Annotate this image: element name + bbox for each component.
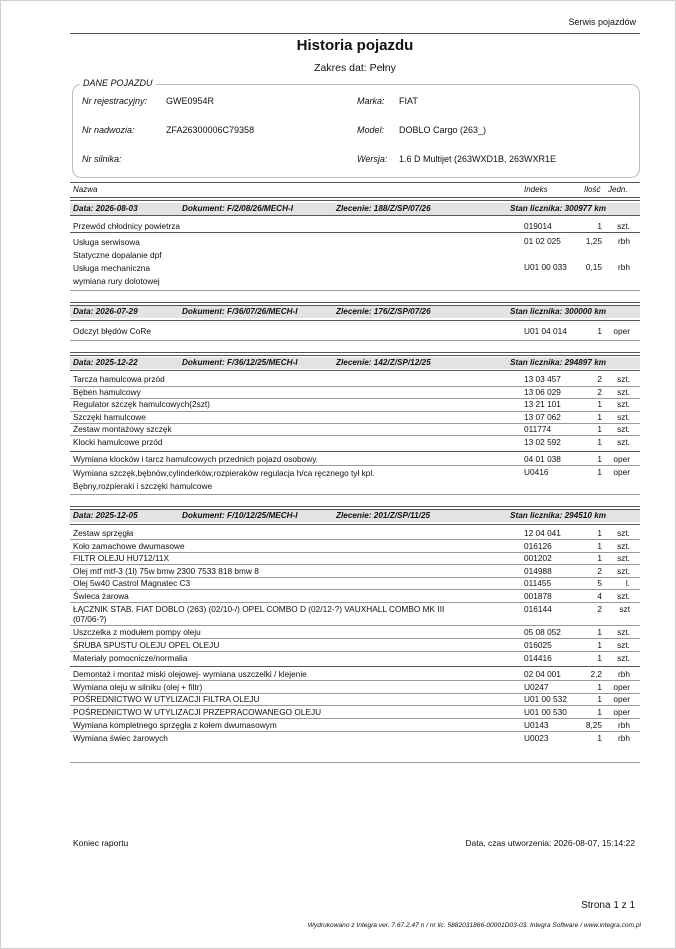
order-header bbox=[70, 306, 640, 318]
item-name: Wymiana klocków i tarcz hamulcowych przednich pojazd osobowy. bbox=[73, 454, 319, 464]
item-index: U01 04 014 bbox=[524, 326, 567, 336]
row-divider bbox=[70, 638, 640, 639]
version-value: 1.6 D Multijet (263WXD1B, 263WXR1E bbox=[399, 154, 557, 164]
item-unit: oper bbox=[613, 467, 630, 477]
company-name: Serwis pojazdów bbox=[568, 17, 636, 27]
item-index: U01 00 530 bbox=[524, 707, 567, 717]
item-name: Usługa mechaniczna wymiana rury dolotowej bbox=[73, 263, 160, 286]
item-index: 016025 bbox=[524, 640, 552, 650]
item-unit: szt. bbox=[617, 640, 630, 650]
top-divider bbox=[70, 33, 640, 34]
item-index: 05 08 052 bbox=[524, 627, 561, 637]
item-unit: szt. bbox=[617, 424, 630, 434]
item-unit: szt. bbox=[617, 566, 630, 576]
group-divider bbox=[70, 451, 640, 452]
item-index: 016144 bbox=[524, 604, 552, 614]
item-qty: 0,15 bbox=[585, 262, 602, 272]
row-divider bbox=[70, 680, 640, 681]
item-unit: szt. bbox=[617, 221, 630, 231]
item-qty: 2 bbox=[597, 374, 602, 384]
item-qty: 1 bbox=[597, 326, 602, 336]
item-index: U0247 bbox=[524, 682, 549, 692]
item-index: U0143 bbox=[524, 720, 549, 730]
item-unit: szt. bbox=[617, 591, 630, 601]
item-unit: szt. bbox=[617, 437, 630, 447]
item-qty: 1 bbox=[597, 682, 602, 692]
item-unit: rbh bbox=[618, 669, 630, 679]
item-name: Olej 5w40 Castrol Magnatec C3 bbox=[73, 578, 191, 588]
printed-by-note: Wydrukowano z Integra ver. 7.67.2.47 n / nr lic. 5882031866-00001D03-03. Integra Software / www.integra.com.pl bbox=[307, 922, 641, 929]
order-document: Dokument: F/10/12/25/MECH-I bbox=[182, 511, 298, 520]
header-underline bbox=[70, 524, 640, 525]
item-qty: 8,25 bbox=[585, 720, 602, 730]
item-qty: 2 bbox=[597, 387, 602, 397]
order-date: Data: 2025-12-05 bbox=[73, 511, 138, 520]
row-divider bbox=[70, 705, 640, 706]
order-date: Data: 2025-12-22 bbox=[73, 358, 138, 367]
item-unit: szt. bbox=[617, 653, 630, 663]
item-index: 001202 bbox=[524, 553, 552, 563]
row-divider bbox=[70, 539, 640, 540]
model-value: DOBLO Cargo (263_) bbox=[399, 125, 487, 135]
make-value: FIAT bbox=[399, 96, 418, 106]
item-qty: 1 bbox=[597, 454, 602, 464]
item-name: Regulator szczęk hamulcowych(2szt) bbox=[73, 399, 210, 409]
item-qty: 1 bbox=[597, 694, 602, 704]
item-unit: oper bbox=[613, 682, 630, 692]
item-name: Demontaż i montaż miski olejowej- wymiana uszczelki / klejenie bbox=[73, 669, 307, 679]
item-name: Wymiana kompletnego sprzęgła z kołem dwumasowym bbox=[73, 720, 277, 730]
item-index: 12 04 041 bbox=[524, 528, 561, 538]
section-divider bbox=[70, 352, 640, 356]
vehicle-data-legend: DANE POJAZDU bbox=[80, 78, 156, 88]
item-index: 13 02 592 bbox=[524, 437, 561, 447]
order-number: Zlecenie: 201/Z/SP/11/25 bbox=[336, 511, 431, 520]
item-index: U0416 bbox=[524, 467, 549, 477]
item-name: Wymiana oleju w silniku (olej + filtr) bbox=[73, 682, 203, 692]
row-divider bbox=[70, 625, 640, 626]
header-underline bbox=[70, 320, 640, 321]
item-name: Wymiana szczęk,bębnów,cylinderków,rozpieraków regulacja h/ca ręcznego tył kpl. Bębny,rozpieraki i szczęki hamulcowe bbox=[73, 468, 375, 491]
order-date: Data: 2026-08-03 bbox=[73, 204, 138, 213]
order-document: Dokument: F/36/07/26/MECH-I bbox=[182, 307, 298, 316]
item-name: Świeca żarowa bbox=[73, 591, 129, 601]
item-index: U0023 bbox=[524, 733, 549, 743]
item-unit: rbh bbox=[618, 236, 630, 246]
item-index: 016126 bbox=[524, 541, 552, 551]
order-odometer: Stan licznika: 294510 km bbox=[510, 511, 607, 520]
item-name: Przewód chłodnicy powietrza bbox=[73, 221, 180, 231]
item-name: Bęben hamulcowy bbox=[73, 387, 141, 397]
item-qty: 1 bbox=[597, 528, 602, 538]
item-unit: oper bbox=[613, 454, 630, 464]
item-unit: szt. bbox=[617, 528, 630, 538]
order-header bbox=[70, 357, 640, 369]
order-odometer: Stan licznika: 300000 km bbox=[510, 307, 607, 316]
item-index: 014416 bbox=[524, 653, 552, 663]
order-header bbox=[70, 510, 640, 522]
item-index: 13 07 062 bbox=[524, 412, 561, 422]
item-qty: 1 bbox=[597, 640, 602, 650]
section-end-line bbox=[70, 762, 640, 763]
item-name: Odczyt błędów CoRe bbox=[73, 326, 151, 336]
col-index-header: Indeks bbox=[524, 185, 548, 194]
item-index: U01 00 033 bbox=[524, 262, 567, 272]
section-divider bbox=[70, 197, 640, 201]
item-name: Usługa serwisowa Statyczne dopalanie dpf bbox=[73, 237, 162, 260]
item-unit: szt. bbox=[617, 541, 630, 551]
item-index: 13 03 457 bbox=[524, 374, 561, 384]
item-name: ŁĄCZNIK STAB. FIAT DOBLO (263) (02/10-/) OPEL COMBO D (02/12-?) VAUXHALL COMBO MK III (07/06-?) bbox=[73, 604, 445, 624]
header-underline bbox=[70, 370, 640, 371]
item-qty: 1 bbox=[597, 424, 602, 434]
item-index: 019014 bbox=[524, 221, 552, 231]
item-unit: oper bbox=[613, 694, 630, 704]
item-name: FILTR OLEJU HU712/11X bbox=[73, 553, 170, 563]
item-unit: l. bbox=[625, 578, 630, 588]
item-index: 011455 bbox=[524, 578, 552, 588]
item-unit: szt. bbox=[617, 374, 630, 384]
section-end-line bbox=[70, 290, 640, 291]
item-name: ŚRUBA SPUSTU OLEJU OPEL OLEJU bbox=[73, 640, 220, 650]
item-qty: 1,25 bbox=[585, 236, 602, 246]
item-qty: 5 bbox=[597, 578, 602, 588]
order-odometer: Stan licznika: 294897 km bbox=[510, 358, 607, 367]
row-divider bbox=[70, 589, 640, 590]
item-index: 02 04 001 bbox=[524, 669, 561, 679]
item-index: 001878 bbox=[524, 591, 552, 601]
item-index: 13 06 029 bbox=[524, 387, 561, 397]
order-document: Dokument: F/2/08/26/MECH-I bbox=[182, 204, 294, 213]
page-number: Strona 1 z 1 bbox=[581, 900, 635, 911]
item-name: Uszczelka z modułem pompy oleju bbox=[73, 627, 201, 637]
order-document: Dokument: F/36/12/25/MECH-I bbox=[182, 358, 298, 367]
item-qty: 1 bbox=[597, 553, 602, 563]
item-name: Zestaw sprzęgła bbox=[73, 528, 134, 538]
order-header bbox=[70, 203, 640, 215]
group-divider bbox=[70, 666, 640, 667]
item-qty: 1 bbox=[597, 221, 602, 231]
item-index: 13 21 101 bbox=[524, 399, 561, 409]
row-divider bbox=[70, 651, 640, 652]
item-qty: 4 bbox=[597, 591, 602, 601]
item-unit: szt. bbox=[617, 412, 630, 422]
item-unit: rbh bbox=[618, 733, 630, 743]
item-qty: 1 bbox=[597, 733, 602, 743]
item-index: 014988 bbox=[524, 566, 552, 576]
item-unit: szt. bbox=[617, 553, 630, 563]
item-qty: 1 bbox=[597, 412, 602, 422]
item-qty: 1 bbox=[597, 437, 602, 447]
order-number: Zlecenie: 142/Z/SP/12/25 bbox=[336, 358, 431, 367]
reg-label: Nr rejestracyjny: bbox=[82, 96, 148, 106]
item-name: Wymiana świec żarowych bbox=[73, 733, 168, 743]
item-qty: 1 bbox=[597, 399, 602, 409]
item-name: Olej mtf mtf-3 (1l) 75w bmw 2300 7533 818 bmw 8 bbox=[73, 566, 259, 576]
item-unit: szt. bbox=[617, 399, 630, 409]
item-index: 011774 bbox=[524, 424, 552, 434]
item-name: Tarcza hamulcowa przód bbox=[73, 374, 165, 384]
section-end-line bbox=[70, 340, 640, 341]
model-label: Model: bbox=[357, 125, 385, 135]
item-qty: 2,2 bbox=[590, 669, 602, 679]
row-divider bbox=[70, 465, 640, 466]
order-number: Zlecenie: 176/Z/SP/07/26 bbox=[336, 307, 431, 316]
item-name: POŚREDNICTWO W UTYLIZACJI FILTRA OLEJU bbox=[73, 694, 260, 704]
created-timestamp: Data, czas utworzenia: 2026-08-07, 15:14:22 bbox=[465, 838, 635, 848]
item-unit: rbh bbox=[618, 720, 630, 730]
col-name-header: Nazwa bbox=[73, 185, 98, 194]
item-unit: rbh bbox=[618, 262, 630, 272]
reg-value: GWE0954R bbox=[166, 96, 215, 106]
item-qty: 1 bbox=[597, 653, 602, 663]
item-unit: oper bbox=[613, 326, 630, 336]
item-index: 04 01 038 bbox=[524, 454, 561, 464]
group-divider bbox=[70, 232, 640, 233]
item-index: U01 00 532 bbox=[524, 694, 567, 704]
item-unit: oper bbox=[613, 707, 630, 717]
item-name: Materiały pomocnicze/normalia bbox=[73, 653, 188, 663]
item-qty: 1 bbox=[597, 541, 602, 551]
make-label: Marka: bbox=[357, 96, 385, 106]
order-odometer: Stan licznika: 300977 km bbox=[510, 204, 607, 213]
row-divider bbox=[70, 731, 640, 732]
header-underline bbox=[70, 215, 640, 216]
end-of-report: Koniec raportu bbox=[73, 838, 129, 848]
item-name: Koło zamachowe dwumasowe bbox=[73, 541, 185, 551]
item-qty: 2 bbox=[597, 566, 602, 576]
col-unit-header: Jedn. bbox=[608, 185, 628, 194]
item-unit: szt bbox=[619, 604, 630, 614]
order-date: Data: 2026-07-29 bbox=[73, 307, 138, 316]
item-index: 01 02 025 bbox=[524, 236, 561, 246]
item-qty: 1 bbox=[597, 467, 602, 477]
section-end-line bbox=[70, 494, 640, 495]
row-divider bbox=[70, 564, 640, 565]
version-label: Wersja: bbox=[357, 154, 388, 164]
column-header-divider bbox=[70, 182, 640, 183]
item-qty: 2 bbox=[597, 604, 602, 614]
engine-label: Nr silnika: bbox=[82, 154, 122, 164]
item-qty: 1 bbox=[597, 627, 602, 637]
item-name: POŚREDNICTWO W UTYLIZACJI PRZEPRACOWANEGO OLEJU bbox=[73, 707, 322, 717]
item-unit: szt. bbox=[617, 387, 630, 397]
item-name: Zestaw montażowy szczęk bbox=[73, 424, 172, 434]
row-divider bbox=[70, 602, 640, 603]
vin-value: ZFA26300006C79358 bbox=[166, 125, 255, 135]
report-title: Historia pojazdu bbox=[296, 37, 414, 54]
order-number: Zlecenie: 188/Z/SP/07/26 bbox=[336, 204, 431, 213]
vin-label: Nr nadwozia: bbox=[82, 125, 135, 135]
item-unit: szt. bbox=[617, 627, 630, 637]
item-name: Klocki hamulcowe przód bbox=[73, 437, 163, 447]
row-divider bbox=[70, 435, 640, 436]
item-name: Szczęki hamulcowe bbox=[73, 412, 146, 422]
date-range: Zakres dat: Pełny bbox=[314, 62, 396, 74]
row-divider bbox=[70, 718, 640, 719]
col-qty-header: Ilość bbox=[584, 185, 601, 194]
item-qty: 1 bbox=[597, 707, 602, 717]
